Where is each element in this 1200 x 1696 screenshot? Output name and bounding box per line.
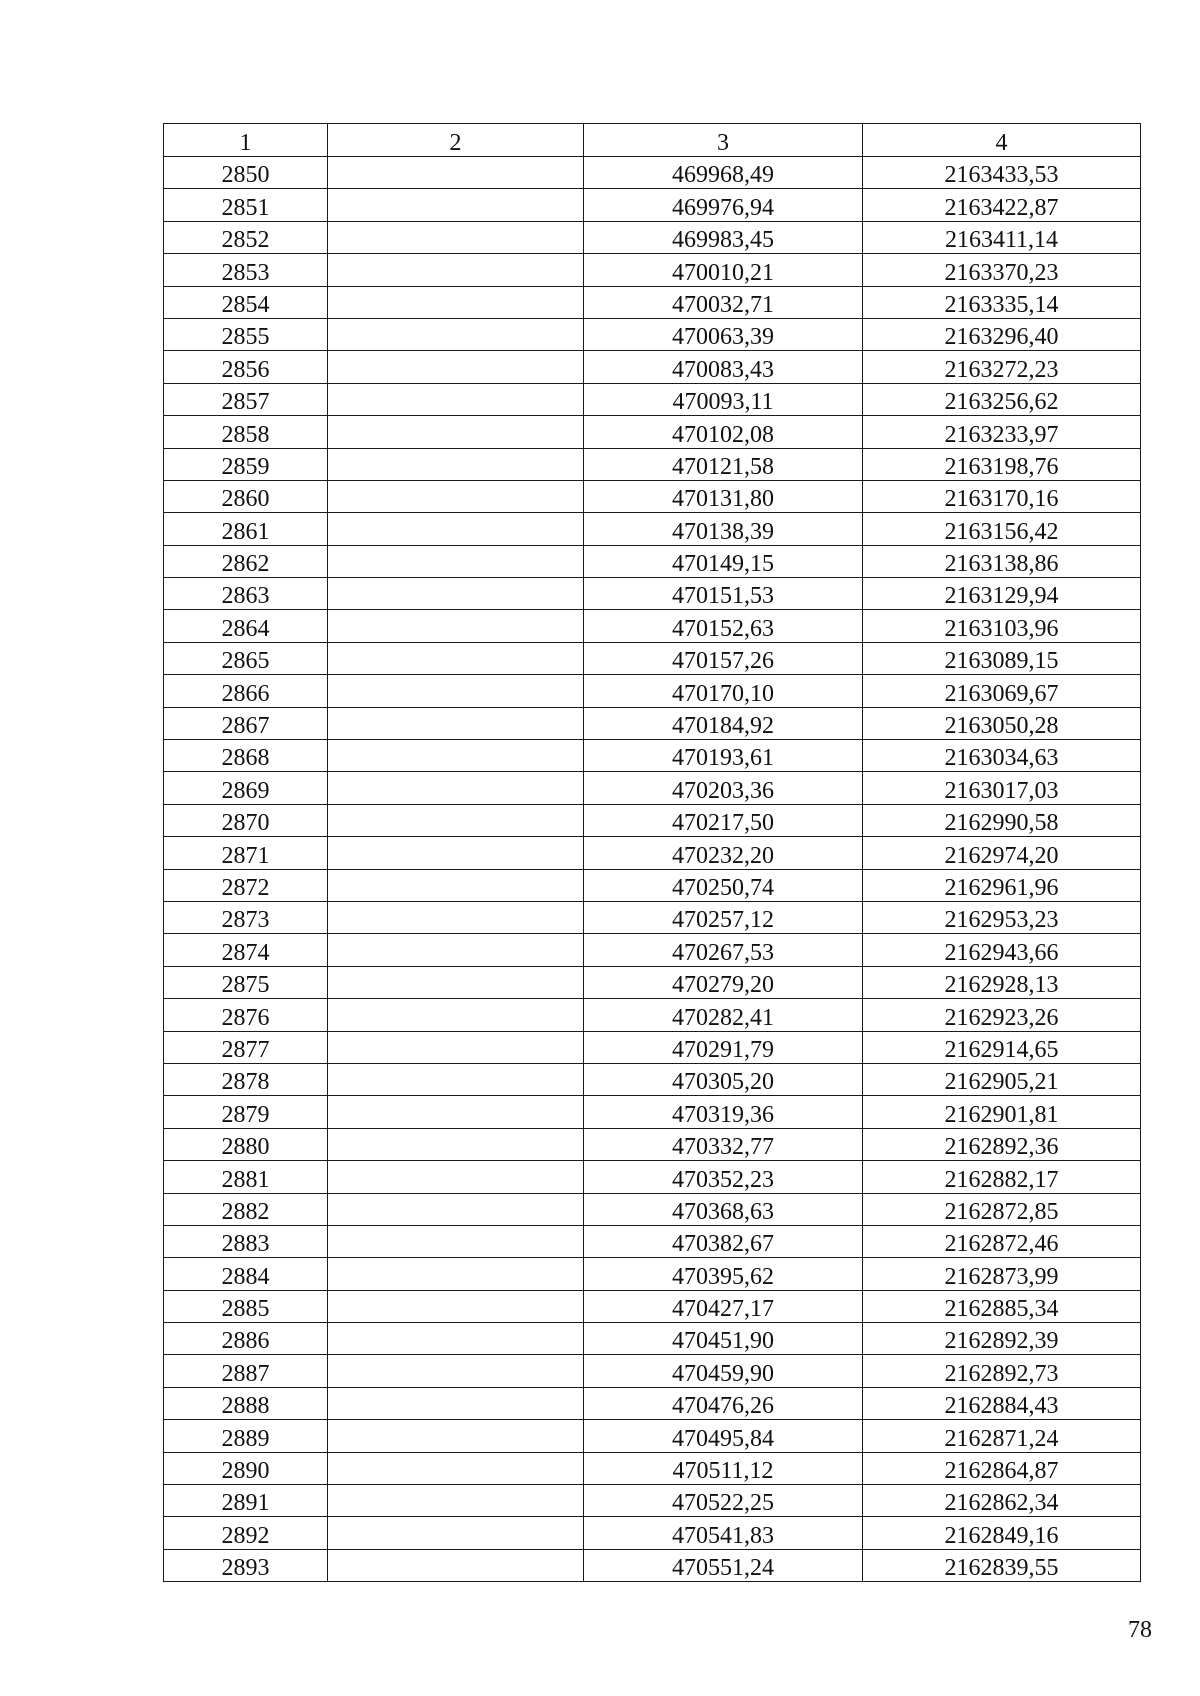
x-coordinate-cell: 470279,20: [584, 966, 863, 998]
x-coordinate-cell: 470305,20: [584, 1063, 863, 1095]
y-coordinate-cell: 2162871,24: [863, 1420, 1141, 1452]
y-coordinate-cell: 2162943,66: [863, 934, 1141, 966]
description-cell: [328, 901, 584, 933]
table-row: [164, 869, 1141, 901]
point-number-cell: 2860: [164, 480, 328, 512]
description-cell: [328, 448, 584, 480]
y-coordinate-cell: 2162953,23: [863, 901, 1141, 933]
point-number-cell: 2864: [164, 610, 328, 642]
description-cell: [328, 318, 584, 350]
x-coordinate-cell: 470131,80: [584, 480, 863, 512]
point-number-cell: 2888: [164, 1387, 328, 1419]
table-row: [164, 610, 1141, 642]
point-number-cell: 2872: [164, 869, 328, 901]
description-cell: [328, 545, 584, 577]
point-number-cell: 2883: [164, 1225, 328, 1257]
point-number-cell: 2867: [164, 707, 328, 739]
y-coordinate-cell: 2163138,86: [863, 545, 1141, 577]
x-coordinate-cell: 470368,63: [584, 1193, 863, 1225]
description-cell: [328, 383, 584, 415]
description-cell: [328, 934, 584, 966]
x-coordinate-cell: 470511,12: [584, 1452, 863, 1484]
point-number-cell: 2875: [164, 966, 328, 998]
description-cell: [328, 1031, 584, 1063]
description-cell: [328, 1128, 584, 1160]
description-cell: [328, 804, 584, 836]
x-coordinate-cell: 470152,63: [584, 610, 863, 642]
x-coordinate-cell: 470138,39: [584, 513, 863, 545]
x-coordinate-cell: 470395,62: [584, 1258, 863, 1290]
table-row: [164, 1063, 1141, 1095]
table-row: [164, 318, 1141, 350]
table-row: [164, 189, 1141, 221]
y-coordinate-cell: 2162872,85: [863, 1193, 1141, 1225]
description-cell: [328, 707, 584, 739]
column-header-4: 4: [863, 124, 1141, 157]
y-coordinate-cell: 2162901,81: [863, 1096, 1141, 1128]
y-coordinate-cell: 2162892,36: [863, 1128, 1141, 1160]
point-number-cell: 2880: [164, 1128, 328, 1160]
point-number-cell: 2886: [164, 1323, 328, 1355]
table-row: [164, 1517, 1141, 1549]
description-cell: [328, 1517, 584, 1549]
x-coordinate-cell: 470267,53: [584, 934, 863, 966]
y-coordinate-cell: 2162839,55: [863, 1549, 1141, 1581]
y-coordinate-cell: 2163335,14: [863, 286, 1141, 318]
table-row: [164, 286, 1141, 318]
table-row: [164, 804, 1141, 836]
table-row: [164, 1452, 1141, 1484]
table-row: [164, 1161, 1141, 1193]
description-cell: [328, 1420, 584, 1452]
table-row: [164, 157, 1141, 189]
table-row: [164, 1128, 1141, 1160]
point-number-cell: 2887: [164, 1355, 328, 1387]
description-cell: [328, 1485, 584, 1517]
table-row: [164, 934, 1141, 966]
point-number-cell: 2878: [164, 1063, 328, 1095]
y-coordinate-cell: 2163433,53: [863, 157, 1141, 189]
description-cell: [328, 1225, 584, 1257]
x-coordinate-cell: 470232,20: [584, 837, 863, 869]
table-header-row: [164, 124, 1141, 157]
y-coordinate-cell: 2163370,23: [863, 254, 1141, 286]
description-cell: [328, 1258, 584, 1290]
point-number-cell: 2871: [164, 837, 328, 869]
y-coordinate-cell: 2162885,34: [863, 1290, 1141, 1322]
table-row: [164, 740, 1141, 772]
x-coordinate-cell: 470319,36: [584, 1096, 863, 1128]
description-cell: [328, 286, 584, 318]
y-coordinate-cell: 2162928,13: [863, 966, 1141, 998]
point-number-cell: 2885: [164, 1290, 328, 1322]
x-coordinate-cell: 470083,43: [584, 351, 863, 383]
table-row: [164, 1193, 1141, 1225]
table-row: [164, 416, 1141, 448]
x-coordinate-cell: 470541,83: [584, 1517, 863, 1549]
x-coordinate-cell: 470149,15: [584, 545, 863, 577]
table-row: [164, 901, 1141, 933]
x-coordinate-cell: 470459,90: [584, 1355, 863, 1387]
point-number-cell: 2889: [164, 1420, 328, 1452]
table-row: [164, 351, 1141, 383]
x-coordinate-cell: 469976,94: [584, 189, 863, 221]
y-coordinate-cell: 2163129,94: [863, 578, 1141, 610]
x-coordinate-cell: 470184,92: [584, 707, 863, 739]
y-coordinate-cell: 2163233,97: [863, 416, 1141, 448]
description-cell: [328, 740, 584, 772]
x-coordinate-cell: 470193,61: [584, 740, 863, 772]
description-cell: [328, 221, 584, 253]
y-coordinate-cell: 2163017,03: [863, 772, 1141, 804]
point-number-cell: 2877: [164, 1031, 328, 1063]
point-number-cell: 2861: [164, 513, 328, 545]
table-row: [164, 578, 1141, 610]
y-coordinate-cell: 2163034,63: [863, 740, 1141, 772]
description-cell: [328, 1387, 584, 1419]
table-body: [164, 157, 1141, 1582]
y-coordinate-cell: 2163103,96: [863, 610, 1141, 642]
column-header-3: 3: [584, 124, 863, 157]
point-number-cell: 2865: [164, 642, 328, 674]
x-coordinate-cell: 470382,67: [584, 1225, 863, 1257]
y-coordinate-cell: 2162849,16: [863, 1517, 1141, 1549]
x-coordinate-cell: 470250,74: [584, 869, 863, 901]
y-coordinate-cell: 2163170,16: [863, 480, 1141, 512]
description-cell: [328, 999, 584, 1031]
point-number-cell: 2851: [164, 189, 328, 221]
table-row: [164, 1096, 1141, 1128]
table-row: [164, 254, 1141, 286]
description-cell: [328, 675, 584, 707]
description-cell: [328, 1096, 584, 1128]
x-coordinate-cell: 470063,39: [584, 318, 863, 350]
description-cell: [328, 642, 584, 674]
table-row: [164, 513, 1141, 545]
table-row: [164, 772, 1141, 804]
x-coordinate-cell: 470451,90: [584, 1323, 863, 1355]
x-coordinate-cell: 470093,11: [584, 383, 863, 415]
point-number-cell: 2866: [164, 675, 328, 707]
column-header-1: 1: [164, 124, 328, 157]
y-coordinate-cell: 2162873,99: [863, 1258, 1141, 1290]
description-cell: [328, 966, 584, 998]
description-cell: [328, 189, 584, 221]
point-number-cell: 2858: [164, 416, 328, 448]
table-row: [164, 642, 1141, 674]
x-coordinate-cell: 470332,77: [584, 1128, 863, 1160]
y-coordinate-cell: 2162974,20: [863, 837, 1141, 869]
x-coordinate-cell: 470032,71: [584, 286, 863, 318]
x-coordinate-cell: 470102,08: [584, 416, 863, 448]
y-coordinate-cell: 2162961,96: [863, 869, 1141, 901]
table-row: [164, 1258, 1141, 1290]
table-row: [164, 1387, 1141, 1419]
point-number-cell: 2859: [164, 448, 328, 480]
x-coordinate-cell: 470522,25: [584, 1485, 863, 1517]
y-coordinate-cell: 2163411,14: [863, 221, 1141, 253]
coordinates-table: [163, 123, 1141, 1582]
column-header-2: 2: [328, 124, 584, 157]
point-number-cell: 2890: [164, 1452, 328, 1484]
description-cell: [328, 1063, 584, 1095]
description-cell: [328, 869, 584, 901]
description-cell: [328, 416, 584, 448]
x-coordinate-cell: 470551,24: [584, 1549, 863, 1581]
table-row: [164, 480, 1141, 512]
description-cell: [328, 610, 584, 642]
table-row: [164, 1031, 1141, 1063]
point-number-cell: 2891: [164, 1485, 328, 1517]
y-coordinate-cell: 2163422,87: [863, 189, 1141, 221]
x-coordinate-cell: 470495,84: [584, 1420, 863, 1452]
y-coordinate-cell: 2163069,67: [863, 675, 1141, 707]
table-row: [164, 448, 1141, 480]
y-coordinate-cell: 2163256,62: [863, 383, 1141, 415]
y-coordinate-cell: 2162882,17: [863, 1161, 1141, 1193]
x-coordinate-cell: 470257,12: [584, 901, 863, 933]
x-coordinate-cell: 470203,36: [584, 772, 863, 804]
table-row: [164, 675, 1141, 707]
point-number-cell: 2869: [164, 772, 328, 804]
description-cell: [328, 578, 584, 610]
table-row: [164, 1420, 1141, 1452]
point-number-cell: 2853: [164, 254, 328, 286]
y-coordinate-cell: 2163089,15: [863, 642, 1141, 674]
description-cell: [328, 480, 584, 512]
description-cell: [328, 1452, 584, 1484]
point-number-cell: 2862: [164, 545, 328, 577]
x-coordinate-cell: 470170,10: [584, 675, 863, 707]
x-coordinate-cell: 470476,26: [584, 1387, 863, 1419]
description-cell: [328, 1193, 584, 1225]
x-coordinate-cell: 470217,50: [584, 804, 863, 836]
description-cell: [328, 1355, 584, 1387]
description-cell: [328, 254, 584, 286]
point-number-cell: 2855: [164, 318, 328, 350]
y-coordinate-cell: 2163272,23: [863, 351, 1141, 383]
description-cell: [328, 837, 584, 869]
point-number-cell: 2876: [164, 999, 328, 1031]
y-coordinate-cell: 2162892,39: [863, 1323, 1141, 1355]
point-number-cell: 2863: [164, 578, 328, 610]
point-number-cell: 2852: [164, 221, 328, 253]
table-row: [164, 1485, 1141, 1517]
y-coordinate-cell: 2162923,26: [863, 999, 1141, 1031]
table-row: [164, 221, 1141, 253]
description-cell: [328, 351, 584, 383]
point-number-cell: 2870: [164, 804, 328, 836]
x-coordinate-cell: 470282,41: [584, 999, 863, 1031]
x-coordinate-cell: 469968,49: [584, 157, 863, 189]
table-row: [164, 1323, 1141, 1355]
table-row: [164, 999, 1141, 1031]
y-coordinate-cell: 2162864,87: [863, 1452, 1141, 1484]
point-number-cell: 2850: [164, 157, 328, 189]
point-number-cell: 2893: [164, 1549, 328, 1581]
table-row: [164, 1355, 1141, 1387]
description-cell: [328, 513, 584, 545]
y-coordinate-cell: 2162884,43: [863, 1387, 1141, 1419]
point-number-cell: 2879: [164, 1096, 328, 1128]
table-row: [164, 1290, 1141, 1322]
y-coordinate-cell: 2162905,21: [863, 1063, 1141, 1095]
x-coordinate-cell: 469983,45: [584, 221, 863, 253]
y-coordinate-cell: 2163198,76: [863, 448, 1141, 480]
description-cell: [328, 1323, 584, 1355]
table-row: [164, 837, 1141, 869]
y-coordinate-cell: 2162990,58: [863, 804, 1141, 836]
point-number-cell: 2874: [164, 934, 328, 966]
x-coordinate-cell: 470151,53: [584, 578, 863, 610]
y-coordinate-cell: 2163156,42: [863, 513, 1141, 545]
description-cell: [328, 772, 584, 804]
y-coordinate-cell: 2162892,73: [863, 1355, 1141, 1387]
point-number-cell: 2882: [164, 1193, 328, 1225]
table-row: [164, 1225, 1141, 1257]
table-row: [164, 1549, 1141, 1581]
y-coordinate-cell: 2163050,28: [863, 707, 1141, 739]
y-coordinate-cell: 2162914,65: [863, 1031, 1141, 1063]
description-cell: [328, 1549, 584, 1581]
x-coordinate-cell: 470157,26: [584, 642, 863, 674]
point-number-cell: 2857: [164, 383, 328, 415]
page-number: 78: [1128, 1617, 1152, 1643]
y-coordinate-cell: 2163296,40: [863, 318, 1141, 350]
point-number-cell: 2873: [164, 901, 328, 933]
x-coordinate-cell: 470427,17: [584, 1290, 863, 1322]
point-number-cell: 2854: [164, 286, 328, 318]
point-number-cell: 2884: [164, 1258, 328, 1290]
x-coordinate-cell: 470352,23: [584, 1161, 863, 1193]
table-row: [164, 383, 1141, 415]
x-coordinate-cell: 470010,21: [584, 254, 863, 286]
description-cell: [328, 1290, 584, 1322]
y-coordinate-cell: 2162862,34: [863, 1485, 1141, 1517]
point-number-cell: 2856: [164, 351, 328, 383]
point-number-cell: 2868: [164, 740, 328, 772]
x-coordinate-cell: 470291,79: [584, 1031, 863, 1063]
description-cell: [328, 1161, 584, 1193]
point-number-cell: 2881: [164, 1161, 328, 1193]
x-coordinate-cell: 470121,58: [584, 448, 863, 480]
table-row: [164, 966, 1141, 998]
y-coordinate-cell: 2162872,46: [863, 1225, 1141, 1257]
description-cell: [328, 157, 584, 189]
table-row: [164, 545, 1141, 577]
point-number-cell: 2892: [164, 1517, 328, 1549]
table-row: [164, 707, 1141, 739]
